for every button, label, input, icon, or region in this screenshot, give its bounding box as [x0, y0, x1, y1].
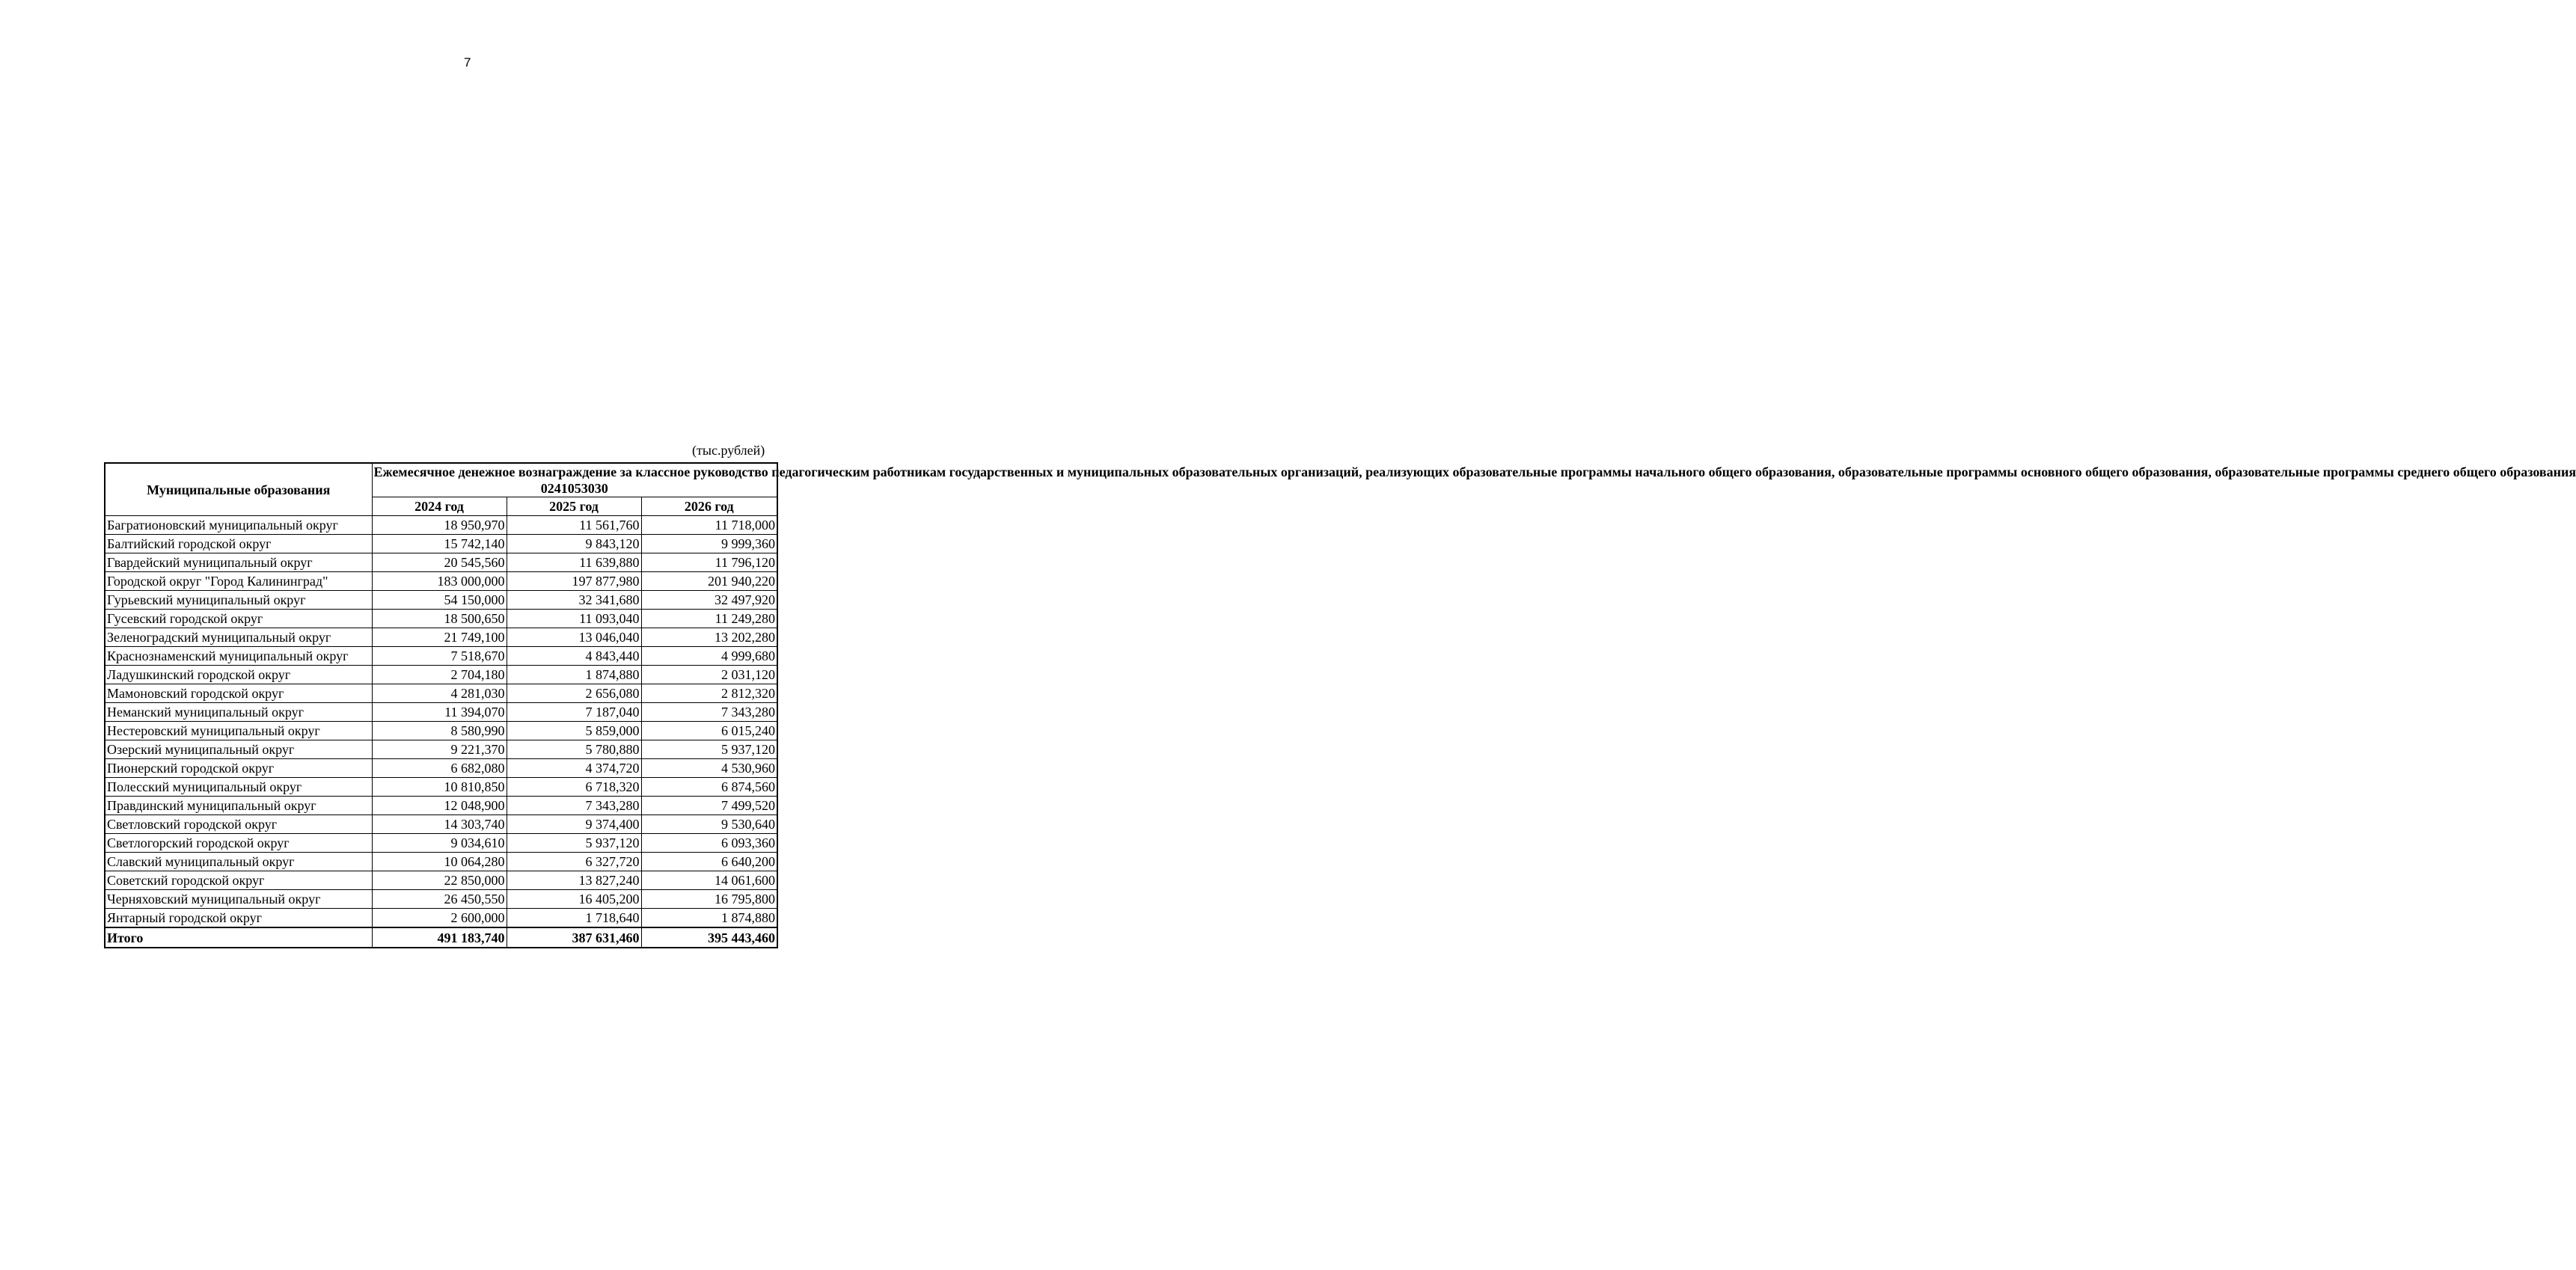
row-value-2026: 2 812,320: [641, 684, 777, 703]
row-value-2026: 7 343,280: [641, 703, 777, 722]
row-value-2025: 5 937,120: [507, 834, 641, 853]
row-value-2026: 6 093,360: [641, 834, 777, 853]
row-value-2024: 20 545,560: [372, 553, 507, 572]
row-value-2026: 5 937,120: [641, 740, 777, 759]
row-name: Озерский муниципальный округ: [105, 740, 372, 759]
row-value-2026: 13 202,280: [641, 628, 777, 647]
table-row: [105, 890, 777, 909]
table-row: [105, 853, 777, 871]
row-name: Светловский городской округ: [105, 815, 372, 834]
row-value-2024: 2 600,000: [372, 909, 507, 928]
total-row: [105, 927, 777, 948]
row-value-2024: 8 580,990: [372, 722, 507, 740]
row-value-2024: 10 064,280: [372, 853, 507, 871]
table-body: [105, 516, 777, 928]
row-value-2026: 4 530,960: [641, 759, 777, 778]
table-row: [105, 553, 777, 572]
row-value-2024: 7 518,670: [372, 647, 507, 666]
row-value-2026: 201 940,220: [641, 572, 777, 591]
table-row: [105, 778, 777, 797]
table-row: [105, 647, 777, 666]
table-row: [105, 722, 777, 740]
row-value-2025: 13 827,240: [507, 871, 641, 890]
row-name: Краснознаменский муниципальный округ: [105, 647, 372, 666]
header-code: 0241053030: [540, 481, 608, 496]
row-value-2026: 7 499,520: [641, 797, 777, 815]
row-name: Мамоновский городской округ: [105, 684, 372, 703]
row-value-2025: 9 843,120: [507, 535, 641, 553]
table-row: [105, 759, 777, 778]
row-value-2026: 6 015,240: [641, 722, 777, 740]
row-value-2026: 6 640,200: [641, 853, 777, 871]
total-2025: 387 631,460: [507, 927, 641, 948]
row-value-2025: 5 780,880: [507, 740, 641, 759]
row-name: Черняховский муниципальный округ: [105, 890, 372, 909]
row-value-2025: 2 656,080: [507, 684, 641, 703]
row-value-2026: 4 999,680: [641, 647, 777, 666]
row-value-2024: 18 950,970: [372, 516, 507, 535]
table-row: [105, 684, 777, 703]
row-name: Советский городской округ: [105, 871, 372, 890]
row-value-2024: 2 704,180: [372, 666, 507, 684]
header-description-text: Ежемесячное денежное вознаграждение за классное руководство педагогическим работникам государственных и муниципальных образовательных организаций, реализующих образовательные программы начального общего образования, образовательные программы основного общего образования, образовательные программы среднего общего образования: [373, 464, 2576, 479]
header-description: [372, 463, 2576, 497]
budget-table: [104, 462, 2576, 948]
row-value-2025: 4 374,720: [507, 759, 641, 778]
row-value-2026: 32 497,920: [641, 591, 777, 610]
row-name: Нестеровский муниципальный округ: [105, 722, 372, 740]
row-value-2024: 54 150,000: [372, 591, 507, 610]
row-name: Гурьевский муниципальный округ: [105, 591, 372, 610]
table-row: [105, 628, 777, 647]
row-name: Багратионовский муниципальный округ: [105, 516, 372, 535]
table-row: [105, 797, 777, 815]
row-value-2025: 16 405,200: [507, 890, 641, 909]
row-value-2024: 9 221,370: [372, 740, 507, 759]
row-name: Славский муниципальный округ: [105, 853, 372, 871]
row-value-2026: 11 796,120: [641, 553, 777, 572]
row-name: Гусевский городской округ: [105, 610, 372, 628]
row-value-2024: 183 000,000: [372, 572, 507, 591]
row-value-2026: 2 031,120: [641, 666, 777, 684]
row-value-2025: 7 187,040: [507, 703, 641, 722]
row-value-2024: 11 394,070: [372, 703, 507, 722]
row-value-2025: 9 374,400: [507, 815, 641, 834]
row-value-2025: 1 874,880: [507, 666, 641, 684]
header-year-2024: 2024 год: [372, 497, 507, 516]
row-name: Городской округ "Город Калининград": [105, 572, 372, 591]
row-value-2024: 18 500,650: [372, 610, 507, 628]
header-year-2025: 2025 год: [507, 497, 641, 516]
row-value-2024: 12 048,900: [372, 797, 507, 815]
row-value-2026: 9 530,640: [641, 815, 777, 834]
table-row: [105, 610, 777, 628]
row-value-2025: 11 639,880: [507, 553, 641, 572]
row-value-2024: 21 749,100: [372, 628, 507, 647]
row-value-2024: 9 034,610: [372, 834, 507, 853]
row-name: Балтийский городской округ: [105, 535, 372, 553]
table-row: [105, 703, 777, 722]
row-value-2024: 14 303,740: [372, 815, 507, 834]
row-value-2024: 6 682,080: [372, 759, 507, 778]
row-value-2026: 11 718,000: [641, 516, 777, 535]
row-value-2024: 15 742,140: [372, 535, 507, 553]
row-value-2025: 7 343,280: [507, 797, 641, 815]
row-value-2024: 22 850,000: [372, 871, 507, 890]
header-municipalities: Муниципальные образования: [105, 463, 372, 516]
row-name: Ладушкинский городской округ: [105, 666, 372, 684]
row-name: Зеленоградский муниципальный округ: [105, 628, 372, 647]
row-value-2024: 4 281,030: [372, 684, 507, 703]
total-2026: 395 443,460: [641, 927, 777, 948]
table-row: [105, 666, 777, 684]
row-name: Правдинский муниципальный округ: [105, 797, 372, 815]
page-number: 7: [464, 55, 471, 70]
table-row: [105, 591, 777, 610]
row-value-2025: 197 877,980: [507, 572, 641, 591]
row-name: Светлогорский городской округ: [105, 834, 372, 853]
row-value-2025: 6 327,720: [507, 853, 641, 871]
row-value-2025: 4 843,440: [507, 647, 641, 666]
units-note: (тыс.рублей): [692, 443, 765, 458]
row-value-2025: 11 093,040: [507, 610, 641, 628]
row-value-2026: 6 874,560: [641, 778, 777, 797]
table-row: [105, 740, 777, 759]
row-value-2025: 13 046,040: [507, 628, 641, 647]
row-value-2025: 5 859,000: [507, 722, 641, 740]
row-value-2024: 26 450,550: [372, 890, 507, 909]
table-row: [105, 535, 777, 553]
row-value-2025: 32 341,680: [507, 591, 641, 610]
row-name: Янтарный городской округ: [105, 909, 372, 928]
row-value-2026: 9 999,360: [641, 535, 777, 553]
total-label: Итого: [105, 927, 372, 948]
table-row: [105, 834, 777, 853]
row-name: Пионерский городской округ: [105, 759, 372, 778]
row-value-2025: 1 718,640: [507, 909, 641, 928]
row-value-2025: 11 561,760: [507, 516, 641, 535]
table-row: [105, 871, 777, 890]
table-row: [105, 815, 777, 834]
table-row: [105, 516, 777, 535]
row-value-2026: 1 874,880: [641, 909, 777, 928]
table-row: [105, 909, 777, 928]
row-value-2026: 16 795,800: [641, 890, 777, 909]
row-name: Полесский муниципальный округ: [105, 778, 372, 797]
row-value-2025: 6 718,320: [507, 778, 641, 797]
header-year-2026: 2026 год: [641, 497, 777, 516]
row-value-2026: 11 249,280: [641, 610, 777, 628]
row-value-2024: 10 810,850: [372, 778, 507, 797]
table-row: [105, 572, 777, 591]
row-name: Неманский муниципальный округ: [105, 703, 372, 722]
row-value-2026: 14 061,600: [641, 871, 777, 890]
row-name: Гвардейский муниципальный округ: [105, 553, 372, 572]
total-2024: 491 183,740: [372, 927, 507, 948]
